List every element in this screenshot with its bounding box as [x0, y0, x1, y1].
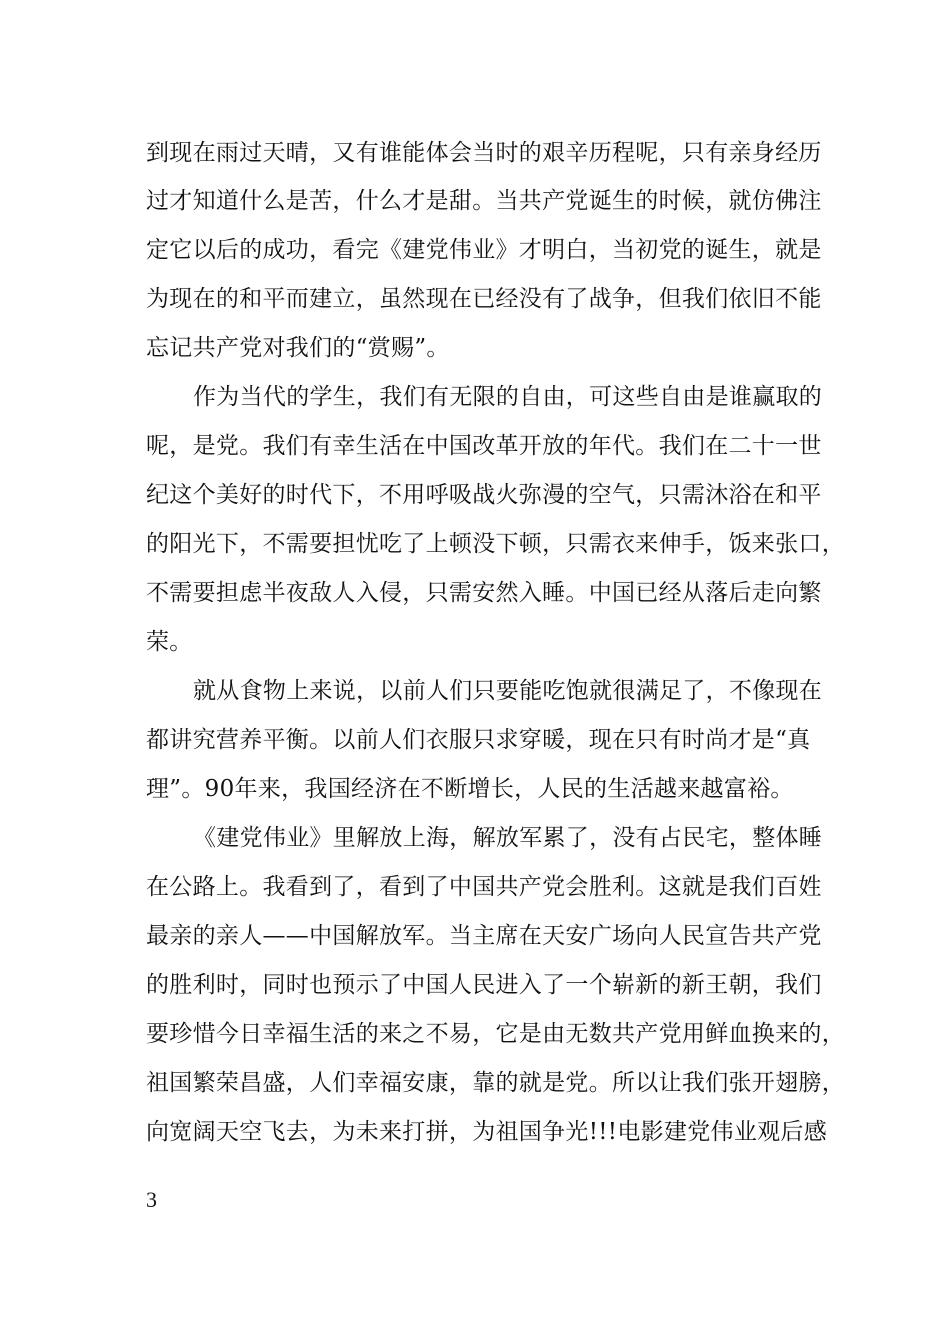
- text-line: 最亲的亲人——中国解放军。当主席在天安广场向人民宣告共产党: [146, 923, 822, 949]
- text-line: 到现在雨过天晴，又有谁能体会当时的艰辛历程呢，只有亲身经历: [146, 140, 822, 166]
- paragraph-first-line: 就从食物上来说，以前人们只要能吃饱就很满足了，不像现在: [193, 678, 823, 704]
- text-line: 不需要担虑半夜敌人入侵，只需安然入睡。中国已经从落后走向繁: [146, 580, 822, 606]
- page-number: 3: [146, 1187, 157, 1212]
- text-line: 为现在的和平而建立，虽然现在已经没有了战争，但我们依旧不能: [146, 286, 822, 312]
- text-line: 向宽阔天空飞去，为未来打拼，为祖国争光!!!电影建党伟业观后感: [146, 1119, 828, 1145]
- text-line: 过才知道什么是苦，什么才是甜。当共产党诞生的时候，就仿佛注: [146, 188, 822, 214]
- text-line: 纪这个美好的时代下，不用呼吸战火弥漫的空气，只需沐浴在和平: [146, 482, 822, 508]
- text-line: 理”。90年来，我国经济在不断增长，人民的生活越来越富裕。: [146, 776, 794, 802]
- paragraph-first-line: 《建党伟业》里解放上海，解放军累了，没有占民宅，整体睡: [193, 825, 823, 851]
- text-line: 定它以后的成功，看完《建党伟业》才明白，当初党的诞生，就是: [146, 237, 822, 263]
- text-line: 都讲究营养平衡。以前人们衣服只求穿暖，现在只有时尚才是“真: [146, 727, 811, 753]
- text-line: 荣。: [146, 629, 193, 655]
- paragraph-first-line: 作为当代的学生，我们有无限的自由，可这些自由是谁赢取的: [193, 384, 823, 410]
- text-line: 的胜利时，同时也预示了中国人民进入了一个崭新的新王朝，我们: [146, 972, 822, 998]
- text-line: 忘记共产党对我们的“赏赐”。: [146, 335, 450, 361]
- text-line: 的阳光下，不需要担忧吃了上顿没下顿，只需衣来伸手，饭来张口，: [146, 531, 845, 557]
- text-line: 祖国繁荣昌盛，人们幸福安康，靠的就是党。所以让我们张开翅膀，: [146, 1070, 845, 1096]
- text-line: 要珍惜今日幸福生活的来之不易，它是由无数共产党用鲜血换来的，: [146, 1021, 845, 1047]
- text-line: 呢，是党。我们有幸生活在中国改革开放的年代。我们在二十一世: [146, 433, 822, 459]
- text-line: 在公路上。我看到了，看到了中国共产党会胜利。这就是我们百姓: [146, 874, 822, 900]
